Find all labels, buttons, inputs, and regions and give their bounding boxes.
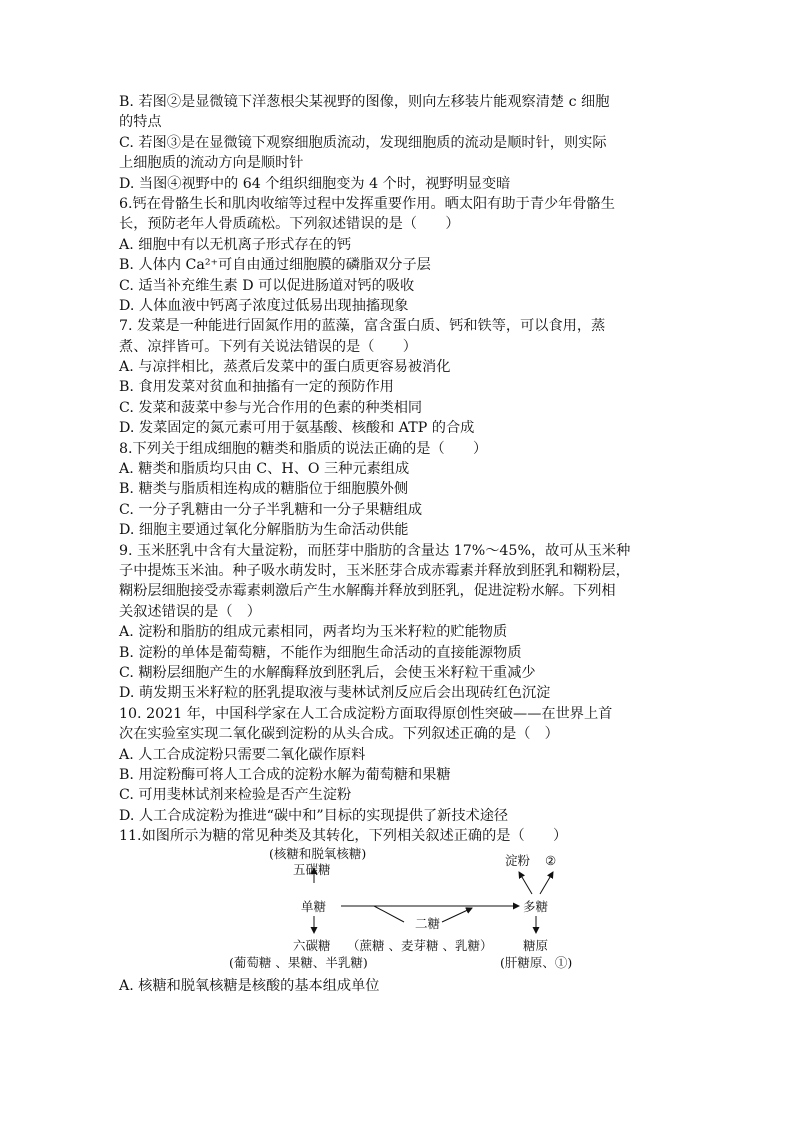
option-b: B. 糖类与脂质相连构成的糖脂位于细胞膜外侧 <box>119 481 409 498</box>
option-a: A. 细胞中有以无机离子形式存在的钙 <box>119 236 352 253</box>
text-line: B. 若图②是显微镜下洋葱根尖某视野的图像，则向左移装片能观察清楚 c 细胞 <box>119 94 610 110</box>
question-6-stem: 6.钙在骨骼生长和肌肉收缩等过程中发挥重要作用。晒太阳有助于青少年骨骼生 <box>119 195 615 212</box>
question-8-stem: 8.下列关于组成细胞的糖类和脂质的说法正确的是（ ） <box>119 440 488 457</box>
text-line: 糊粉层细胞接受赤霉素刺激后产生水解酶并释放到胚乳，促进淀粉水解。下列相 <box>119 583 616 600</box>
option-b: B. 人体内 Ca²⁺可自由通过细胞膜的磷脂双分子层 <box>119 257 431 274</box>
text-line: 次在实验室实现二氧化碳到淀粉的从头合成。下列叙述正确的是（ ） <box>119 726 559 743</box>
text-line: 关叙述错误的是（ ） <box>119 603 261 620</box>
text-line: 长，预防老年人骨质疏松。下列叙述错误的是（ ） <box>119 216 460 233</box>
question-7-stem: 7. 发菜是一种能进行固氮作用的蓝藻，富含蛋白质、钙和铁等，可以食用，蒸 <box>119 318 606 335</box>
option-a: A. 糖类和脂质均只由 C、H、O 三种元素组成 <box>119 461 410 478</box>
option-a: A. 淀粉和脂肪的组成元素相同，两者均为玉米籽粒的贮能物质 <box>119 624 508 641</box>
option-c: C. 发菜和菠菜中参与光合作用的色素的种类相同 <box>119 399 423 416</box>
option-c: C. 适当补充维生素 D 可以促进肠道对钙的吸收 <box>119 277 415 294</box>
option-c: C. 糊粉层细胞产生的水解酶释放到胚乳后，会使玉米籽粒干重减少 <box>119 664 536 681</box>
option-d: D. 人工合成淀粉为推进“碳中和”目标的实现提供了新技术途径 <box>119 807 509 824</box>
pentose-label: 五碳糖 <box>293 862 331 878</box>
question-11-stem: 11.如图所示为糖的常见种类及其转化，下列相关叙述正确的是（ ） <box>119 828 568 845</box>
monosaccharide-label: 单糖 <box>301 899 327 915</box>
hexose-note: (葡萄糖 、果糖、半乳糖) <box>229 955 368 971</box>
option-c: C. 可用斐林试剂来检验是否产生淀粉 <box>119 787 352 804</box>
text-line: 上细胞质的流动方向是顺时针 <box>119 155 304 172</box>
question-9-stem: 9. 玉米胚乳中含有大量淀粉，而胚芽中脂肪的含量达 17%～45%，故可从玉米种 <box>119 542 631 559</box>
option-b: B. 用淀粉酶可将人工合成的淀粉水解为葡萄糖和果糖 <box>119 766 451 783</box>
diagram-arrows <box>119 848 679 976</box>
option-d: D. 萌发期玉米籽粒的胚乳提取液与斐林试剂反应后会出现砖红色沉淀 <box>119 685 551 702</box>
arrow-mono-to-di <box>374 906 404 922</box>
text-line: D. 当图④视野中的 64 个组织细胞变为 4 个时，视野明显变暗 <box>119 175 511 192</box>
glycogen-label: 糖原 <box>523 938 549 954</box>
option-a: A. 核糖和脱氧核糖是核酸的基本组成单位 <box>119 978 380 995</box>
circle-2-label: ② <box>545 853 557 869</box>
text-line: 子中提炼玉米油。种子吸水萌发时，玉米胚芽合成赤霉素并释放到胚乳和糊粉层， <box>119 562 630 579</box>
glycogen-note: (肝糖原、①) <box>500 955 573 971</box>
pentose-note: (核糖和脱氧核糖) <box>269 846 367 862</box>
arrow-di-to-poly <box>442 908 472 922</box>
option-d: D. 细胞主要通过氧化分解脂肪为生命活动供能 <box>119 522 409 539</box>
hexose-label: 六碳糖 <box>293 938 331 954</box>
text-line: 的特点 <box>119 114 162 131</box>
question-10-stem: 10. 2021 年，中国科学家在人工合成淀粉方面取得原创性突破——在世界上首 <box>119 705 613 722</box>
arrow-to-starch <box>519 872 532 894</box>
option-a: A. 与凉拌相比，蒸煮后发菜中的蛋白质更容易被消化 <box>119 359 451 376</box>
question-text <box>119 92 679 997</box>
disaccharide-note: （蔗糖 、麦芽糖 、乳糖） <box>347 938 493 954</box>
option-a: A. 人工合成淀粉只需要二氧化碳作原料 <box>119 746 366 763</box>
arrow-to-circle2 <box>540 872 553 894</box>
sugar-conversion-diagram <box>119 848 679 976</box>
text-line: C. 若图③是在显微镜下观察细胞质流动，发现细胞质的流动是顺时针，则实际 <box>119 134 607 151</box>
polysaccharide-label: 多糖 <box>523 899 549 915</box>
option-c: C. 一分子乳糖由一分子半乳糖和一分子果糖组成 <box>119 501 423 518</box>
starch-label: 淀粉 <box>505 853 531 869</box>
option-b: B. 淀粉的单体是葡萄糖，不能作为细胞生命活动的直接能源物质 <box>119 644 522 661</box>
option-b: B. 食用发菜对贫血和抽搐有一定的预防作用 <box>119 379 394 396</box>
disaccharide-label: 二糖 <box>415 916 441 932</box>
option-d: D. 人体血液中钙离子浓度过低易出现抽搐现象 <box>119 297 409 314</box>
option-d: D. 发菜固定的氮元素可用于氨基酸、核酸和 ATP 的合成 <box>119 420 475 437</box>
text-line: 煮、凉拌皆可。下列有关说法错误的是（ ） <box>119 338 417 355</box>
